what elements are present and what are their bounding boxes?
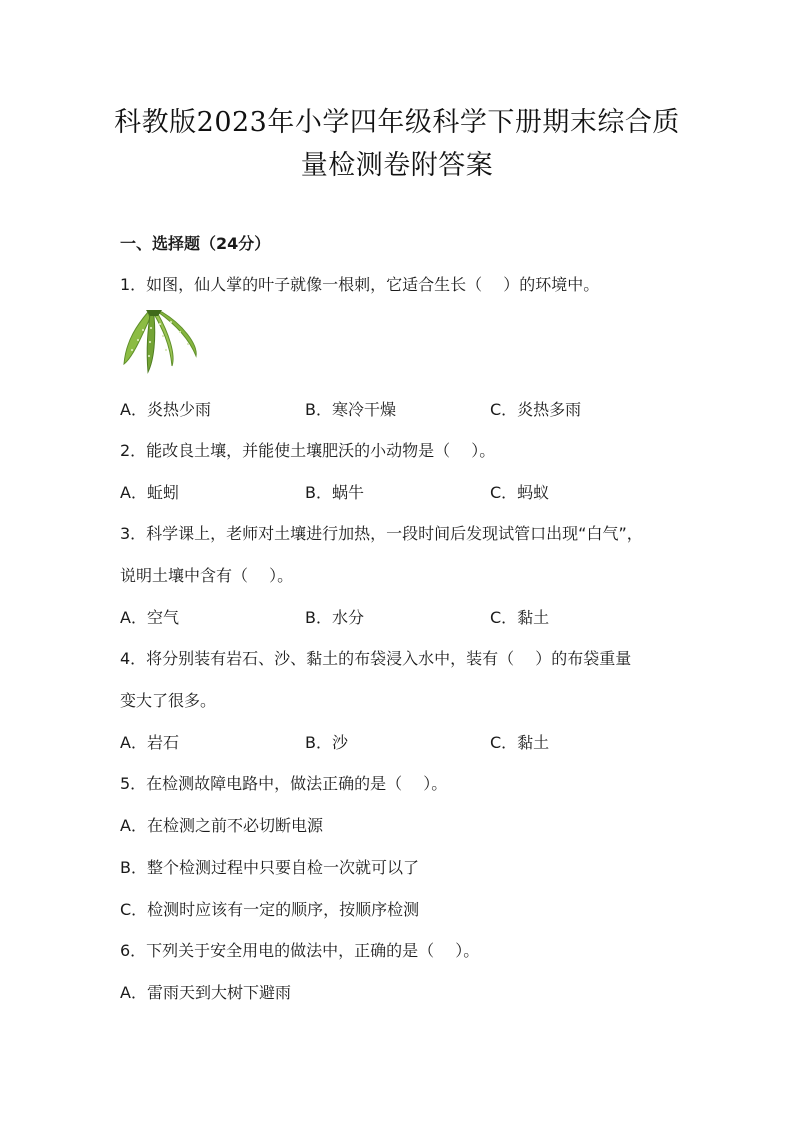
page-title-line2: 量检测卷附答案: [300, 150, 494, 181]
q3-option-c[interactable]: C．黏土: [490, 608, 550, 627]
question-4-text: 4．将分别装有岩石、沙、黏土的布袋浸入水中，装有（ ）的布袋重量: [120, 649, 632, 668]
question-2-text: 2．能改良土壤，并能使土壤肥沃的小动物是（ ）。: [120, 441, 496, 460]
section-heading: 一、选择题（24分）: [120, 234, 271, 253]
q1-option-b[interactable]: B．寒冷干燥: [305, 400, 396, 419]
q2-option-a[interactable]: A．蚯蚓: [120, 483, 179, 502]
q2-option-c[interactable]: C．蚂蚁: [490, 483, 550, 502]
question-3-text-cont: 说明土壤中含有（ ）。: [120, 566, 294, 585]
cactus-leaf-icon: [118, 306, 200, 378]
q1-option-c[interactable]: C．炎热多雨: [490, 400, 582, 419]
question-3-text: 3．科学课上，老师对土壤进行加热，一段时间后发现试管口出现“白气”，: [120, 524, 643, 543]
q5-option-c[interactable]: C．检测时应该有一定的顺序，按顺序检测: [120, 900, 420, 919]
q3-option-a[interactable]: A．空气: [120, 608, 179, 627]
q5-option-a[interactable]: A．在检测之前不必切断电源: [120, 816, 323, 835]
q4-option-c[interactable]: C．黏土: [490, 733, 550, 752]
question-6-text: 6．下列关于安全用电的做法中，正确的是（ ）。: [120, 941, 480, 960]
q4-option-a[interactable]: A．岩石: [120, 733, 179, 752]
q2-option-b[interactable]: B．蜗牛: [305, 483, 364, 502]
page-title-line1: 科教版2023年小学四年级科学下册期末综合质: [114, 107, 680, 138]
q5-option-b[interactable]: B．整个检测过程中只要自检一次就可以了: [120, 858, 419, 877]
question-1-text: 1．如图，仙人掌的叶子就像一根刺，它适合生长（ ）的环境中。: [120, 275, 600, 294]
question-5-text: 5．在检测故障电路中，做法正确的是（ ）。: [120, 774, 448, 793]
question-4-text-cont: 变大了很多。: [120, 691, 217, 710]
q1-option-a[interactable]: A．炎热少雨: [120, 400, 211, 419]
q6-option-a[interactable]: A．雷雨天到大树下避雨: [120, 983, 291, 1002]
q3-option-b[interactable]: B．水分: [305, 608, 364, 627]
q4-option-b[interactable]: B．沙: [305, 733, 348, 752]
